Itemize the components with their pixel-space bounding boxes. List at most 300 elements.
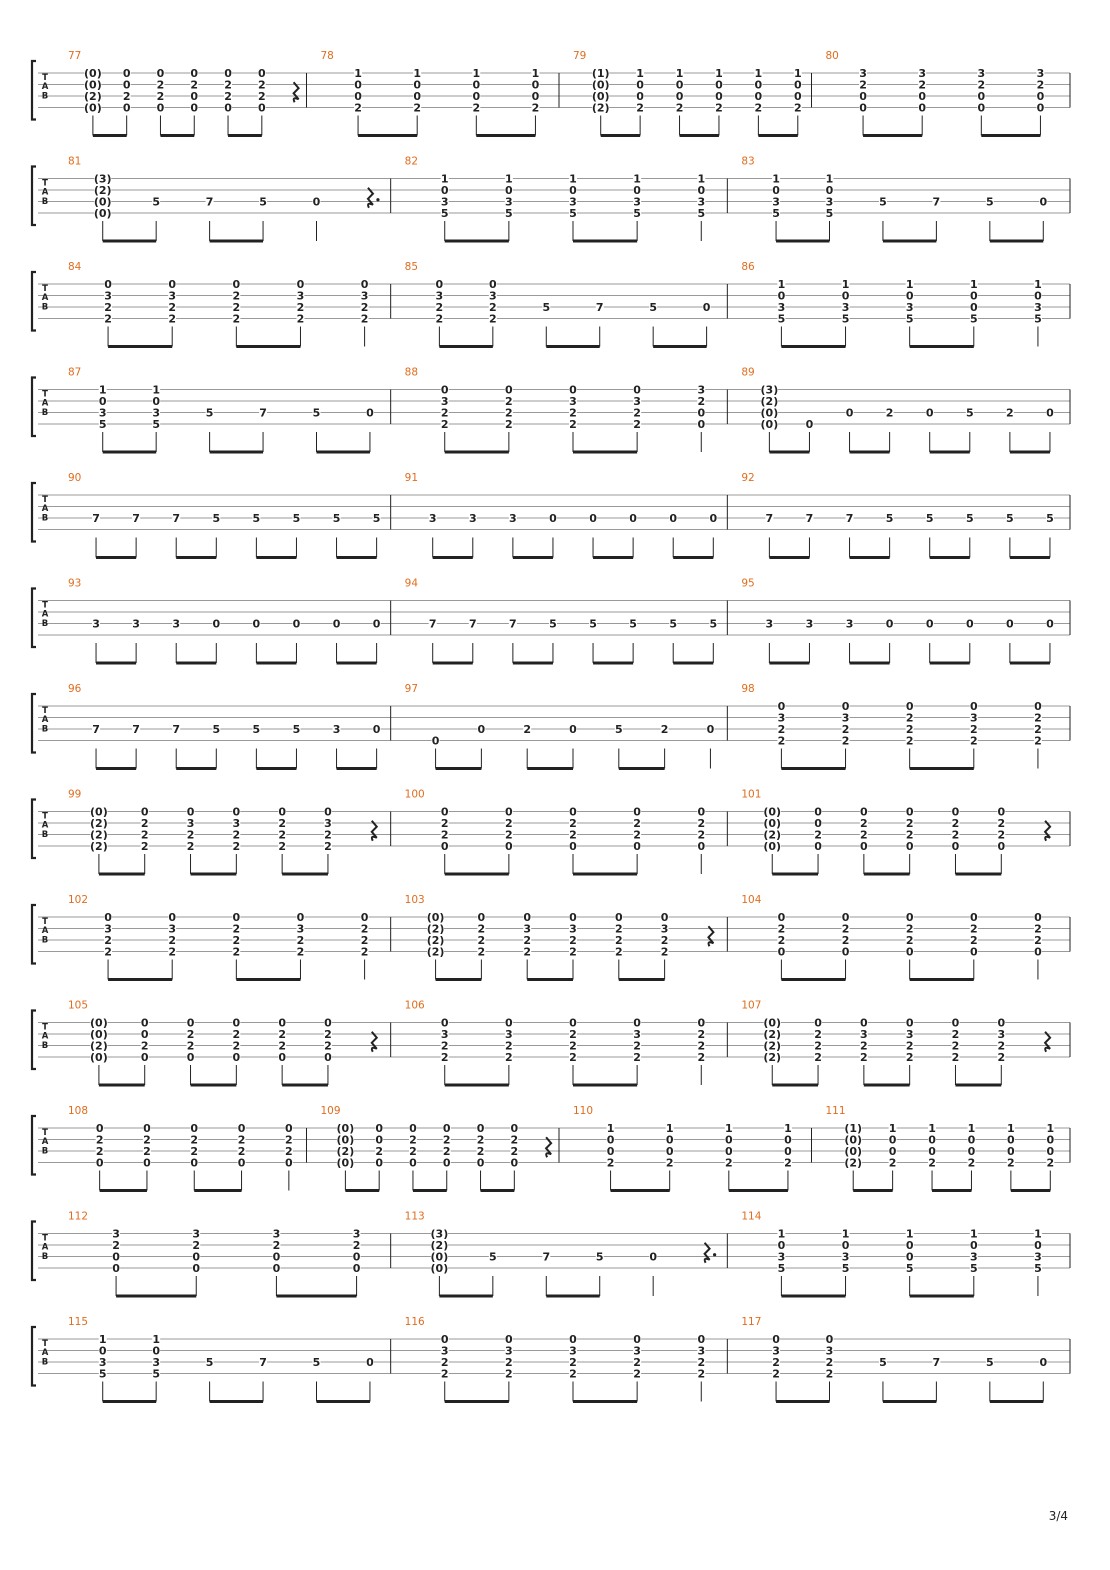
fret-number: 0 xyxy=(777,911,786,924)
fret-number: 2 xyxy=(633,1039,641,1053)
measure-number: 93 xyxy=(68,577,82,590)
fret-number: 3 xyxy=(440,1344,449,1358)
fret-number: 5 xyxy=(969,1262,978,1275)
fret-number: 3 xyxy=(859,67,867,80)
fret-number: 2 xyxy=(257,78,266,92)
fret-number: 3 xyxy=(1036,67,1045,80)
fret-number: 5 xyxy=(372,512,381,525)
fret-number: 2 xyxy=(905,723,914,736)
fret-number: 2 xyxy=(409,1145,417,1158)
fret-number: 2 xyxy=(918,78,927,92)
tab-clef-letter: T xyxy=(42,1233,48,1244)
fret-number: 2 xyxy=(1034,922,1042,936)
fret-number: 1 xyxy=(98,383,107,397)
fret-number: 5 xyxy=(969,312,978,326)
fret-number: 2 xyxy=(440,406,449,420)
fret-number: 0 xyxy=(569,911,577,924)
measure-number: 101 xyxy=(741,788,762,801)
fret-number: 5 xyxy=(542,301,551,314)
measure-number: 80 xyxy=(825,50,839,62)
fret-number: 0 xyxy=(888,1133,897,1147)
fret-number: 5 xyxy=(905,1262,914,1275)
fret-number: 2 xyxy=(888,1156,897,1170)
fret-number: 5 xyxy=(505,207,513,220)
fret-number: 7 xyxy=(595,301,604,314)
fret-number: 5 xyxy=(152,195,160,209)
fret-number: (0) xyxy=(763,840,782,853)
fret-number: 2 xyxy=(278,840,286,853)
fret-number: 2 xyxy=(697,1028,706,1041)
fret-number: 0 xyxy=(122,101,131,115)
fret-number: 2 xyxy=(675,101,684,115)
measure-number: 85 xyxy=(404,261,419,273)
fret-number: 2 xyxy=(122,90,131,103)
measure-number: 91 xyxy=(404,472,419,484)
fret-number: 0 xyxy=(477,911,486,924)
fret-number: 0 xyxy=(1006,617,1014,631)
tab-clef-letter: T xyxy=(42,1128,48,1138)
fret-number: 0 xyxy=(168,278,177,291)
measure-number: 82 xyxy=(404,155,419,168)
fret-number: 0 xyxy=(1046,406,1054,420)
fret-number: 0 xyxy=(440,805,449,819)
fret-number: (1) xyxy=(844,1122,863,1135)
fret-number: 2 xyxy=(777,734,786,748)
fret-number: (0) xyxy=(84,67,102,80)
fret-number: 1 xyxy=(675,67,684,80)
fret-number: (0) xyxy=(336,1156,355,1170)
fret-number: 3 xyxy=(860,1028,868,1041)
fret-number: 0 xyxy=(272,1262,281,1275)
fret-number: (2) xyxy=(90,828,108,842)
fret-number: 0 xyxy=(352,1262,361,1275)
fret-number: 0 xyxy=(1034,945,1042,959)
measure-number: 81 xyxy=(68,155,82,168)
fret-number: 0 xyxy=(925,406,934,420)
fret-number: 1 xyxy=(793,67,802,80)
system-bracket xyxy=(32,905,36,964)
fret-number: 2 xyxy=(633,817,641,830)
fret-number: 2 xyxy=(278,1028,286,1041)
fret-number: 3 xyxy=(845,617,854,631)
fret-number: 2 xyxy=(440,1039,449,1053)
fret-number: 3 xyxy=(132,617,140,631)
fret-number: 3 xyxy=(997,1028,1006,1041)
fret-number: 0 xyxy=(505,383,513,397)
fret-number: 7 xyxy=(92,723,100,736)
tab-clef-letter: A xyxy=(41,1137,49,1148)
fret-number: 0 xyxy=(754,90,763,103)
tab-clef-letter: A xyxy=(41,398,49,409)
fret-number: 0 xyxy=(224,101,232,115)
fret-number: 0 xyxy=(777,289,786,303)
fret-number: 3 xyxy=(905,1028,914,1041)
fret-number: 3 xyxy=(841,711,850,725)
fret-number: 7 xyxy=(542,1250,551,1264)
fret-number: 0 xyxy=(888,1145,897,1158)
tab-clef-letter: B xyxy=(41,407,49,418)
fret-number: 3 xyxy=(569,1344,577,1358)
fret-number: 5 xyxy=(595,1250,604,1264)
fret-number: 2 xyxy=(569,1051,577,1064)
fret-number: 0 xyxy=(360,911,369,924)
fret-number: 0 xyxy=(1046,1133,1055,1147)
fret-number: 5 xyxy=(292,512,301,525)
fret-number: 2 xyxy=(489,312,497,326)
fret-number: 5 xyxy=(649,301,657,314)
fret-number: 0 xyxy=(98,395,107,408)
fret-number: 2 xyxy=(697,1367,706,1381)
fret-number: 0 xyxy=(885,617,894,631)
fret-number: 5 xyxy=(292,723,301,736)
tab-clef-letter: B xyxy=(41,829,49,840)
fret-number: 3 xyxy=(841,1250,850,1264)
fret-number: 1 xyxy=(724,1122,733,1135)
fret-number: 0 xyxy=(440,1016,449,1030)
fret-number: 2 xyxy=(814,1039,822,1053)
fret-number: 2 xyxy=(440,1367,449,1381)
fret-number: 2 xyxy=(784,1156,792,1170)
fret-number: 2 xyxy=(1034,723,1042,736)
measure-number: 107 xyxy=(741,999,762,1012)
fret-number: 5 xyxy=(440,207,449,220)
fret-number: 0 xyxy=(967,1133,976,1147)
fret-number: 3 xyxy=(841,301,850,314)
fret-number: 2 xyxy=(440,1356,449,1369)
fret-number: 7 xyxy=(259,406,267,420)
fret-number: 2 xyxy=(232,922,241,936)
fret-number: 5 xyxy=(841,1262,850,1275)
fret-number: 0 xyxy=(777,700,786,713)
fret-number: 0 xyxy=(122,67,131,80)
fret-number: 0 xyxy=(969,911,978,924)
fret-number: 7 xyxy=(509,617,517,631)
fret-number: 2 xyxy=(1034,711,1042,725)
measure-number: 104 xyxy=(741,894,762,906)
fret-number: 0 xyxy=(190,90,199,103)
fret-number: 2 xyxy=(569,1028,577,1041)
fret-number: 3 xyxy=(697,195,706,209)
fret-number: 1 xyxy=(606,1122,615,1135)
fret-number: 0 xyxy=(805,418,814,431)
fret-number: 2 xyxy=(860,817,868,830)
fret-number: 3 xyxy=(765,617,774,631)
fret-number: 3 xyxy=(977,67,986,80)
fret-number: 0 xyxy=(375,1156,384,1170)
fret-number: 0 xyxy=(860,805,868,819)
fret-number: 1 xyxy=(715,67,723,80)
measure-number: 114 xyxy=(741,1210,762,1223)
fret-number: 2 xyxy=(569,1356,577,1369)
fret-number: 0 xyxy=(905,911,914,924)
fret-number: (0) xyxy=(763,817,782,830)
fret-number: 5 xyxy=(633,207,641,220)
fret-number: (0) xyxy=(336,1133,355,1147)
fret-number: 2 xyxy=(841,934,850,947)
fret-number: 0 xyxy=(814,1016,822,1030)
fret-number: 0 xyxy=(697,1016,706,1030)
fret-number: 0 xyxy=(122,78,131,92)
fret-number: 2 xyxy=(324,1028,332,1041)
fret-number: 0 xyxy=(296,278,305,291)
fret-number: 2 xyxy=(278,828,286,842)
fret-number: 2 xyxy=(360,312,369,326)
fret-number: (0) xyxy=(760,406,779,420)
fret-number: 0 xyxy=(409,1156,417,1170)
fret-number: 0 xyxy=(232,278,241,291)
fret-number: 0 xyxy=(841,911,850,924)
fret-number: 2 xyxy=(633,1356,641,1369)
fret-number: 0 xyxy=(1034,911,1042,924)
measure-number: 99 xyxy=(68,788,82,801)
fret-number: 1 xyxy=(1007,1122,1015,1135)
fret-number: 0 xyxy=(531,90,540,103)
fret-number: 0 xyxy=(629,512,637,525)
fret-number: 0 xyxy=(969,301,978,314)
fret-number: (2) xyxy=(426,945,445,959)
quarter-rest xyxy=(1045,1032,1050,1052)
fret-number: 0 xyxy=(1046,617,1054,631)
fret-number: 0 xyxy=(633,383,641,397)
fret-number: 1 xyxy=(825,172,834,186)
fret-number: 2 xyxy=(168,934,177,947)
fret-number: 3 xyxy=(777,1250,786,1264)
fret-number: 0 xyxy=(237,1122,246,1135)
fret-number: 2 xyxy=(190,1145,199,1158)
fret-number: 2 xyxy=(354,101,362,115)
fret-number: 5 xyxy=(205,406,214,420)
fret-number: 0 xyxy=(285,1156,293,1170)
fret-number: 1 xyxy=(413,67,422,80)
tab-clef-letter: B xyxy=(41,1146,49,1157)
tab-system-2 xyxy=(32,156,1070,242)
fret-number: 2 xyxy=(905,828,914,842)
fret-number: 2 xyxy=(772,1356,780,1369)
fret-number: 2 xyxy=(272,1239,281,1252)
fret-number: 5 xyxy=(489,1250,497,1264)
system-bracket xyxy=(32,1327,36,1386)
fret-number: 2 xyxy=(440,1051,449,1064)
fret-number: 2 xyxy=(510,1145,519,1158)
fret-number: 0 xyxy=(777,945,786,959)
tab-system-3 xyxy=(32,261,1070,347)
fret-number: 0 xyxy=(152,1344,160,1358)
tab-system-11 xyxy=(32,1105,1070,1191)
fret-number: 2 xyxy=(665,1156,674,1170)
fret-number: 0 xyxy=(354,90,362,103)
fret-number: 2 xyxy=(569,406,577,420)
fret-number: 3 xyxy=(697,1344,706,1358)
fret-number: 0 xyxy=(360,278,369,291)
fret-number: 3 xyxy=(296,922,305,936)
tab-clef-letter: T xyxy=(42,917,48,927)
tab-clef-letter: T xyxy=(42,389,48,400)
system-bracket xyxy=(32,694,36,753)
fret-number: 2 xyxy=(997,1039,1006,1053)
fret-number: 0 xyxy=(409,1122,417,1135)
measure-number: 109 xyxy=(320,1105,341,1117)
fret-number: 0 xyxy=(697,840,706,853)
fret-number: 3 xyxy=(777,301,786,314)
measure-number: 96 xyxy=(68,683,82,695)
fret-number: 0 xyxy=(675,78,684,92)
fret-number: 2 xyxy=(224,78,232,92)
tab-clef-letter: A xyxy=(41,715,49,726)
tab-clef-letter: B xyxy=(41,1040,49,1051)
measure-number: 97 xyxy=(404,683,419,695)
fret-number: 0 xyxy=(156,101,165,115)
fret-number: 2 xyxy=(112,1239,120,1252)
tab-system-6 xyxy=(32,578,1070,664)
measure-number: 112 xyxy=(68,1210,89,1223)
fret-number: 1 xyxy=(633,172,641,186)
fret-number: 2 xyxy=(440,828,449,842)
fret-number: 3 xyxy=(569,395,577,408)
fret-number: 2 xyxy=(793,101,802,115)
fret-number: 0 xyxy=(569,805,577,819)
fret-number: 3 xyxy=(918,67,927,80)
fret-number: 3 xyxy=(489,289,497,303)
fret-number: 5 xyxy=(986,1356,994,1369)
system-bracket xyxy=(32,167,36,226)
fret-number: 7 xyxy=(932,195,941,209)
fret-number: (0) xyxy=(591,78,610,92)
measure-number: 108 xyxy=(68,1105,89,1117)
fret-number: 0 xyxy=(589,512,597,525)
fret-number: 2 xyxy=(296,301,305,314)
fret-number: 0 xyxy=(784,1145,792,1158)
fret-number: 2 xyxy=(905,922,914,936)
fret-number: (0) xyxy=(844,1133,863,1147)
fret-number: 0 xyxy=(967,1145,976,1158)
fret-number: 2 xyxy=(969,934,978,947)
fret-number: 2 xyxy=(1006,406,1014,420)
fret-number: 2 xyxy=(296,934,305,947)
tab-clef-letter: A xyxy=(41,926,49,937)
fret-number: 3 xyxy=(1034,1250,1042,1264)
fret-number: 0 xyxy=(372,723,381,736)
system-bracket xyxy=(32,61,36,120)
measure-number: 83 xyxy=(741,155,755,168)
fret-number: 0 xyxy=(569,723,577,736)
fret-number: 1 xyxy=(354,67,362,80)
fret-number: 2 xyxy=(777,723,786,736)
fret-number: 1 xyxy=(152,383,160,397)
tab-clef-letter: T xyxy=(42,811,48,822)
fret-number: 0 xyxy=(1034,700,1042,713)
fret-number: 2 xyxy=(489,301,497,314)
fret-number: (0) xyxy=(90,1028,108,1041)
fret-number: 5 xyxy=(925,512,934,525)
fret-number: 0 xyxy=(633,1016,641,1030)
fret-number: 2 xyxy=(1046,1156,1055,1170)
fret-number: (0) xyxy=(84,101,102,115)
fret-number: 0 xyxy=(510,1156,519,1170)
fret-number: 0 xyxy=(841,289,850,303)
fret-number: 3 xyxy=(509,512,517,525)
fret-number: 2 xyxy=(232,840,241,853)
fret-number: 2 xyxy=(435,301,444,314)
fret-number: 7 xyxy=(765,512,774,525)
fret-number: 2 xyxy=(278,817,286,830)
fret-number: (0) xyxy=(84,78,102,92)
tab-clef-letter: A xyxy=(41,1348,49,1359)
fret-number: 2 xyxy=(477,934,486,947)
fret-number: (2) xyxy=(844,1156,863,1170)
fret-number: 0 xyxy=(841,700,850,713)
fret-number: 2 xyxy=(186,1039,195,1053)
fret-number: 0 xyxy=(192,1250,201,1264)
fret-number: 3 xyxy=(440,1028,449,1041)
fret-number: 0 xyxy=(665,1145,674,1158)
fret-number: 3 xyxy=(505,195,513,209)
fret-number: 0 xyxy=(1007,1145,1015,1158)
tab-system-7 xyxy=(32,683,1070,769)
fret-number: 0 xyxy=(95,1156,104,1170)
fret-number: (0) xyxy=(430,1250,449,1264)
fret-number: 2 xyxy=(360,934,369,947)
fret-number: 5 xyxy=(879,195,887,209)
fret-number: 0 xyxy=(905,289,914,303)
fret-number: 2 xyxy=(633,406,641,420)
page-number: 3/4 xyxy=(1048,1509,1068,1523)
fret-number: 2 xyxy=(360,945,369,959)
measure-number: 88 xyxy=(404,366,419,379)
fret-number: 5 xyxy=(332,512,341,525)
fret-number: 3 xyxy=(468,512,477,525)
fret-number: 7 xyxy=(132,512,140,525)
fret-number: 2 xyxy=(140,1039,149,1053)
fret-number: 2 xyxy=(569,1039,577,1053)
fret-number: 5 xyxy=(777,1262,786,1275)
fret-number: 0 xyxy=(697,184,706,197)
fret-number: 5 xyxy=(252,723,261,736)
fret-number: 2 xyxy=(413,101,422,115)
fret-number: 0 xyxy=(366,1356,374,1369)
fret-number: 7 xyxy=(205,195,214,209)
fret-number: 0 xyxy=(772,1333,780,1346)
fret-number: 2 xyxy=(237,1145,246,1158)
fret-number: 5 xyxy=(629,617,637,631)
fret-number: 3 xyxy=(825,1344,834,1358)
tab-clef-letter: A xyxy=(41,1031,49,1042)
fret-number: 0 xyxy=(324,805,332,819)
tab-clef-letter: A xyxy=(41,609,49,620)
fret-number: 0 xyxy=(252,617,261,631)
fret-number: 5 xyxy=(1034,1262,1042,1275)
fret-number: 2 xyxy=(285,1145,293,1158)
fret-number: 0 xyxy=(442,1122,451,1135)
fret-number: 5 xyxy=(312,1356,321,1369)
quarter-rest xyxy=(372,821,377,841)
fret-number: 0 xyxy=(190,1156,199,1170)
fret-number: 2 xyxy=(505,406,513,420)
fret-number: 2 xyxy=(505,817,513,830)
fret-number: 0 xyxy=(706,723,715,736)
fret-number: 1 xyxy=(569,172,577,186)
fret-number: 3 xyxy=(192,1227,201,1241)
fret-number: 2 xyxy=(523,945,532,959)
fret-number: 5 xyxy=(152,1367,160,1381)
fret-number: 5 xyxy=(152,418,160,431)
tab-clef-letter: T xyxy=(42,495,48,505)
measure-number: 78 xyxy=(320,50,334,62)
tab-clef-letter: A xyxy=(41,504,49,515)
fret-number: (2) xyxy=(591,101,610,115)
fret-number: 3 xyxy=(104,289,112,303)
measure-number: 110 xyxy=(573,1105,594,1117)
fret-number: 2 xyxy=(614,934,623,947)
